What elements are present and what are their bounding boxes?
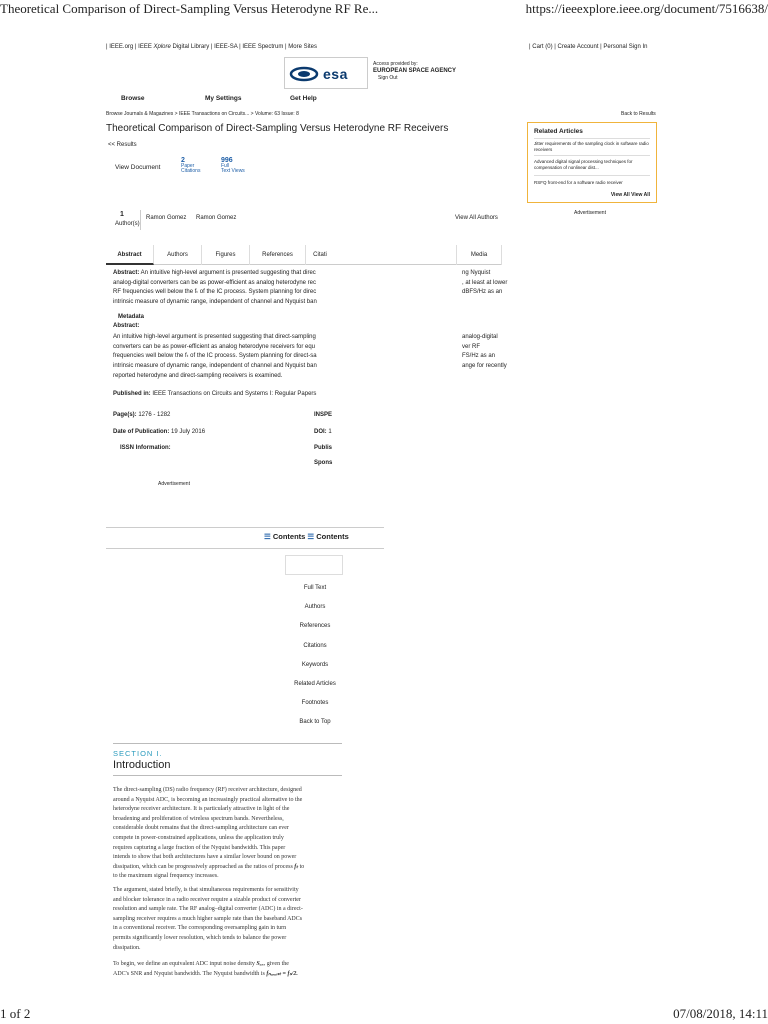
related-articles-panel [527,122,657,203]
tab-references[interactable]: References [250,245,306,265]
cart-link[interactable]: Cart (0) [532,44,553,50]
authors-count: 1 [120,211,124,218]
article-title: Theoretical Comparison of Direct-Sampling Versus Heterodyne RF Receivers [106,123,449,134]
section-label: SECTION I. [113,749,163,758]
toc-footnotes[interactable]: Footnotes [301,700,329,706]
print-page-number: 1 of 2 [0,1006,31,1021]
sponsor-info: Spons [314,460,333,466]
tab-media[interactable]: Media [456,245,502,265]
nav-ieee-org[interactable]: IEEE.org [109,44,134,50]
view-all-authors-link[interactable]: View All Authors [455,215,498,221]
my-settings-menu[interactable]: My Settings [205,95,242,102]
tab-citations[interactable]: Citati [313,252,327,258]
toc-references[interactable]: References [299,623,331,629]
doi-info: DOI: 1 [314,429,332,435]
print-url: https://ieeexplore.ieee.org/document/7516638/ [525,1,768,16]
advertisement-label: Advertisement [158,481,190,487]
print-header [0,0,768,18]
access-provided: Access provided by: [373,61,418,67]
nav-spectrum[interactable]: IEEE Spectrum [242,44,284,50]
pages-info: Page(s): 1276 - 1282 [113,412,171,418]
toc-related-articles[interactable]: Related Articles [294,681,336,687]
related-article-1[interactable]: Jitter requirements of the sampling clock in software radio receivers [534,141,649,152]
view-document-button[interactable]: View Document [115,164,161,171]
breadcrumb[interactable]: Browse Journals & Magazines > IEEE Transactions on Circuits... > Volume: 63 Issue: 8 [106,111,299,117]
metadata-heading: Metadata [118,314,145,320]
esa-swirl-icon [289,66,319,82]
abstract-text: Abstract: An intuitive high-level argument is presented suggesting that direc analog-digital converters can be as power-efficient as analog heterodyne rec RF frequencies well below the fₜ of the IC process. System planning for direc intrinsic measure of dynamic range, independent of channel and Nyquist ban ng Nyquist , at least at lower dBFS/Hz as an [113,270,508,306]
browse-menu[interactable]: Browse [121,95,145,102]
section-title: Introduction [113,759,171,771]
advertisement-label: Advertisement [574,210,606,216]
divider [106,527,384,528]
toc-back-to-top[interactable]: Back to Top [299,719,331,725]
intro-paragraph-2: The argument, stated briefly, is that simultaneous requirements for sensitivity and blocker tolerance in a radio receiver require a sizable product of converter resolution and sample rate. The RF analog–digital converter (ADC) in a direct- sampling receiver requires a much higher sample rate than the baseband ADCs in a conventional receiver. The corresponding oversampling gain in turn permits significantly lower resolution, which tends to balance the power dissipation. [113,887,303,951]
contents-search-box[interactable] [285,555,343,575]
metadata-abstract-label: Abstract: [113,323,140,329]
sign-out-link[interactable]: Sign Out [378,75,398,81]
section-header [113,743,342,776]
tab-figures[interactable]: Figures [202,245,250,265]
site-nav: | IEEE.org | IEEE Xplore Digital Library | IEEE-SA | IEEE Spectrum | More Sites [106,44,317,50]
document-tabs [106,245,502,265]
authors-count-label: Author(s) [115,221,140,227]
nav-xplore[interactable]: IEEE Xplore Digital Library [138,44,210,50]
divider [534,155,650,156]
divider [534,175,650,176]
esa-logo-text: esa [323,66,348,82]
institution-logo [284,57,368,89]
back-to-results-link[interactable]: Back to Results [621,111,656,117]
publisher-info: Publis [314,445,333,451]
sign-in-link[interactable]: Personal Sign In [603,44,648,50]
toc-full-text[interactable]: Full Text [303,585,327,591]
create-account-link[interactable]: Create Account [557,44,599,50]
full-text-views-metric[interactable]: 996 Full Text Views [221,157,245,174]
divider [140,210,141,230]
nav-more-sites[interactable]: More Sites [288,44,317,50]
contents-toggle[interactable]: ☰ Contents ☰ Contents [264,532,349,541]
account-links: | Cart (0) | Create Account | Personal Sign In [529,44,648,50]
related-article-2[interactable]: Advanced digital signal processing techniques for compensation of nonlinear dist... [534,159,633,170]
intro-paragraph-3: To begin, we define an equivalent ADC input noise density Sₐₓₑ given the ADC's SNR and Nyquist bandwidth. The Nyquist bandwidth is fₙᵧᵩᵤᵢₛₜ = fₛ/2. [113,961,298,977]
tab-authors[interactable]: Authors [154,245,202,265]
nav-ieee-sa[interactable]: IEEE-SA [214,44,238,50]
divider [106,548,384,549]
tab-abstract[interactable]: Abstract [106,245,154,265]
inspec-info: INSPE [314,412,333,418]
author-name[interactable]: Ramon Gomez [196,215,237,221]
paper-citations-metric[interactable]: 2 Paper Citations [181,157,201,174]
publication-date-info: Date of Publication: 19 July 2016 [113,429,206,435]
list-icon: ☰ [307,532,315,541]
print-footer [0,1006,768,1024]
toc-keywords[interactable]: Keywords [301,662,329,668]
view-all-related-link[interactable]: View All View All [610,192,650,198]
author-name[interactable]: Ramon Gomez [146,215,187,221]
get-help-menu[interactable]: Get Help [290,95,317,102]
results-link[interactable]: << Results [108,142,137,148]
access-info [373,61,456,82]
intro-paragraph-1: The direct-sampling (DS) radio frequency (RF) receiver architecture, designed around a Nyquist ADC, is becoming an increasingly practical alternative to the heterodyne receiver architecture. It is particularly attractive in light of the broadening and proliferation of wireless spectrum bands. Nevertheless, considerable doubt remains that the direct-sampling architecture can ever compete in power-constrained applications, unless the application truly requires capturing a large fraction of the Nyquist bandwidth. This paper intends to show that both architectures have a similar lower bound on power dissipation, which can be progressively approached as the ratios of process fₜ to to the maximum signal frequency increases. [113,787,305,880]
print-title: Theoretical Comparison of Direct-Sampling Versus Heterodyne RF Re... [0,1,379,16]
metadata-abstract-text: An intuitive high-level argument is presented suggesting that direct-sampling converters can be as power-efficient as analog heterodyne receivers for equ frequencies well below the fₜ of the IC process. System planning for direct-sa intrinsic measure of dynamic range, independent of channel and Nyquist ban reported heterodyne and direct-sampling receivers is examined. analog-digital ver RF FS/Hz as an ange for recently [113,334,507,379]
issn-info: ISSN Information: [120,445,171,451]
published-in: Published in: IEEE Transactions on Circuits and Systems I: Regular Papers [113,391,317,397]
toc-authors[interactable]: Authors [304,604,326,610]
journal-link[interactable]: IEEE Transactions on Circuits and Systems I: Regular Papers [150,391,317,397]
print-datetime: 07/08/2018, 14:11 [673,1006,768,1021]
toc-citations[interactable]: Citations [303,643,327,649]
divider [534,138,650,139]
related-articles-heading: Related Articles [534,128,583,135]
related-article-3[interactable]: RSFQ front-end for a software radio receiver [534,180,623,185]
list-icon: ☰ [264,532,271,541]
access-org: EUROPEAN SPACE AGENCY [373,68,457,74]
